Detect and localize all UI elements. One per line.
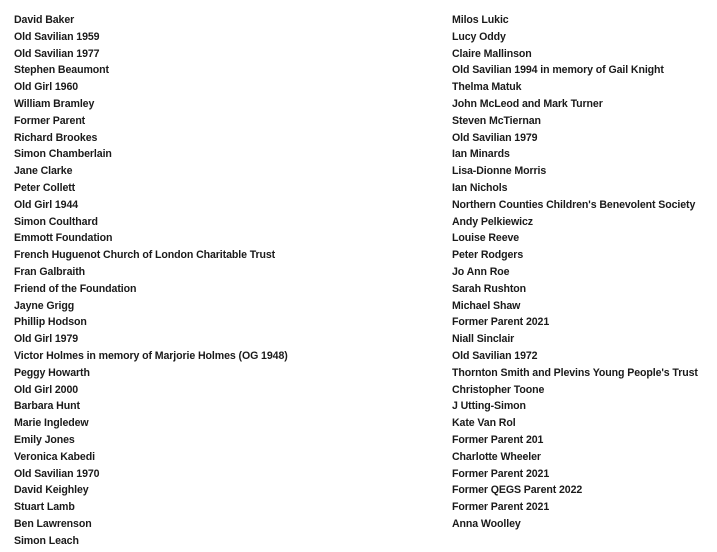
donor-name: Stephen Beaumont xyxy=(14,64,109,77)
donor-name: Michael Shaw xyxy=(452,299,521,312)
donor-name: Jane Clarke xyxy=(14,165,73,178)
donor-name: Emmott Foundation xyxy=(14,232,113,245)
donor-name: Northern Counties Children's Benevolent Society xyxy=(452,198,696,211)
donor-name: Thornton Smith and Plevins Young People's Trust xyxy=(452,366,698,379)
donor-name: Charlotte Wheeler xyxy=(452,450,541,463)
donor-name: Niall Sinclair xyxy=(452,333,515,346)
donor-name: Former Parent 2021 xyxy=(452,316,550,329)
donor-name: Simon Leach xyxy=(14,534,79,547)
donor-name: David Keighley xyxy=(14,484,89,497)
donor-name: Old Savilian 1979 xyxy=(452,131,538,144)
donor-column-left xyxy=(14,12,434,550)
donor-name: William Bramley xyxy=(14,97,95,110)
donor-name: Former Parent 201 xyxy=(452,433,544,446)
donor-name: Peter Collett xyxy=(14,181,76,194)
donor-name: Richard Brookes xyxy=(14,131,98,144)
donor-name: French Huguenot Church of London Charitable Trust xyxy=(14,249,276,262)
donor-name: Claire Mallinson xyxy=(452,47,532,60)
donor-name: Lucy Oddy xyxy=(452,30,506,43)
donor-name: J Utting-Simon xyxy=(452,400,526,413)
donor-name: Louise Reeve xyxy=(452,232,520,245)
donor-name: Marie Ingledew xyxy=(14,417,89,430)
donor-name: Former QEGS Parent 2022 xyxy=(452,484,583,497)
donor-name: Barbara Hunt xyxy=(14,400,80,413)
donor-name: Old Savilian 1977 xyxy=(14,47,100,60)
donor-name: Former Parent xyxy=(14,114,86,127)
donor-name: Veronica Kabedi xyxy=(14,450,95,463)
donor-name: Fran Galbraith xyxy=(14,265,86,278)
donor-name: Friend of the Foundation xyxy=(14,282,137,295)
donor-name: Former Parent 2021 xyxy=(452,467,550,480)
donor-name: Emily Jones xyxy=(14,433,75,446)
donor-name: Ian Nichols xyxy=(452,181,508,194)
donor-name: Old Girl 2000 xyxy=(14,383,79,396)
donor-name: Lisa-Dionne Morris xyxy=(452,165,547,178)
donor-name: Simon Coulthard xyxy=(14,215,98,228)
donor-name: Victor Holmes in memory of Marjorie Holmes (OG 1948) xyxy=(14,349,288,362)
donor-name: Old Savilian 1970 xyxy=(14,467,100,480)
donor-name: John McLeod and Mark Turner xyxy=(452,97,603,110)
donor-name: Old Girl 1979 xyxy=(14,333,79,346)
donor-name: Peggy Howarth xyxy=(14,366,90,379)
donor-name: Jo Ann Roe xyxy=(452,265,510,278)
donor-name: Ian Minards xyxy=(452,148,510,161)
donor-name: Stuart Lamb xyxy=(14,501,75,514)
donor-name: Anna Woolley xyxy=(452,517,521,530)
donor-name: Christopher Toone xyxy=(452,383,545,396)
donor-name: Old Savilian 1994 in memory of Gail Knight xyxy=(452,64,664,77)
donor-name: Andy Pelkiewicz xyxy=(452,215,533,228)
donor-name: Former Parent 2021 xyxy=(452,501,550,514)
donor-name: Simon Chamberlain xyxy=(14,148,112,161)
donor-name: David Baker xyxy=(14,14,75,26)
donor-name: Phillip Hodson xyxy=(14,316,87,329)
donor-name: Milos Lukic xyxy=(452,14,509,26)
donor-name: Ben Lawrenson xyxy=(14,517,92,530)
donor-name: Sarah Rushton xyxy=(452,282,527,295)
donor-name: Jayne Grigg xyxy=(14,299,75,312)
donor-name: Kate Van Rol xyxy=(452,417,516,430)
donor-name: Steven McTiernan xyxy=(452,114,541,127)
donor-name: Peter Rodgers xyxy=(452,249,524,262)
donor-name: Old Girl 1960 xyxy=(14,81,79,94)
donor-name: Old Savilian 1972 xyxy=(452,349,538,362)
donor-name: Old Girl 1944 xyxy=(14,198,79,211)
donor-name: Old Savilian 1959 xyxy=(14,30,100,43)
donor-column-right xyxy=(452,12,714,533)
donor-name: Thelma Matuk xyxy=(452,81,522,94)
